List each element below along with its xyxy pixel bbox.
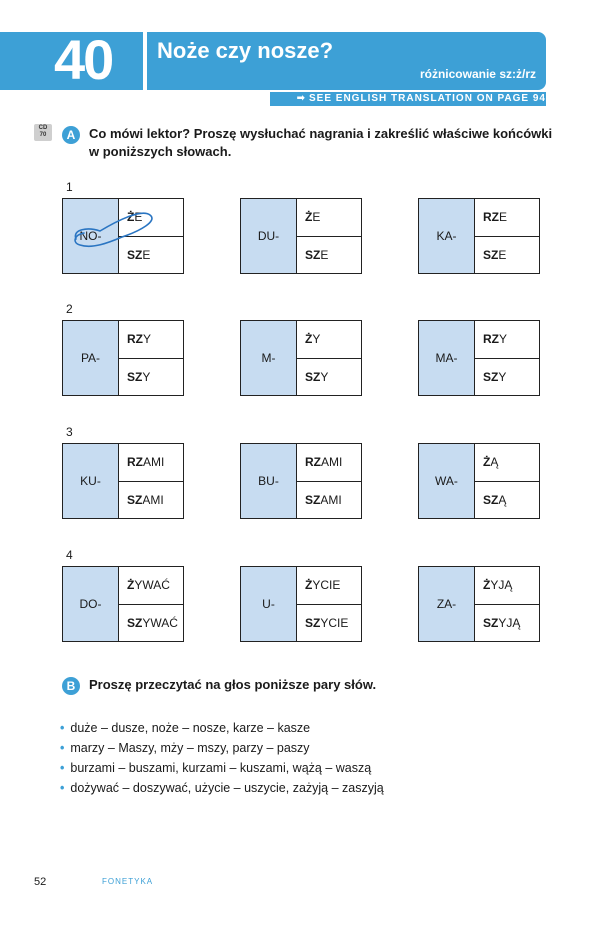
ending-rest: Y	[312, 332, 321, 347]
ending-rest: Y	[320, 369, 329, 384]
ending-bold-part: SZ	[127, 247, 143, 262]
section-b-marker: B	[62, 677, 80, 695]
ending-option-top[interactable]	[119, 567, 183, 604]
ending-rest: YCIE	[320, 615, 349, 630]
ending-bold-part: Ż	[305, 578, 313, 593]
word-choice-box	[418, 566, 540, 642]
ending-rest: AMI	[142, 492, 164, 507]
ending-option-top[interactable]	[297, 567, 361, 604]
ending-option-top[interactable]	[297, 199, 361, 236]
lesson-title: Noże czy nosze?	[157, 38, 334, 63]
word-stem: DU-	[241, 199, 297, 273]
bullet-icon: •	[60, 781, 65, 795]
lesson-subtitle: różnicowanie sz:ż/rz	[419, 67, 536, 81]
ending-option-bottom[interactable]	[297, 481, 361, 519]
ending-option-bottom[interactable]	[119, 358, 183, 396]
footer-section-name: FONETYKA	[102, 877, 154, 886]
word-pairs-list	[60, 718, 384, 798]
group-number: 3	[66, 425, 73, 439]
word-pair-text: dożywać – doszywać, użycie – uszycie, zażyją – zaszyją	[70, 781, 384, 795]
ending-rest: E	[320, 247, 329, 262]
ending-rest: E	[312, 210, 321, 225]
word-stem: DO-	[63, 567, 119, 641]
word-choice-box	[418, 198, 540, 274]
ending-rest: AMI	[320, 492, 342, 507]
group-number: 4	[66, 548, 73, 562]
word-pair-item	[60, 738, 384, 758]
word-stem: M-	[241, 321, 297, 395]
ending-bold-part: Ż	[127, 210, 135, 225]
ending-rest: YCIE	[312, 578, 341, 593]
section-a-instruction: Co mówi lektor? Proszę wysłuchać nagrania i zakreślić właściwe końcówki w poniższych słowach.	[89, 126, 553, 159]
word-pair-text: duże – dusze, noże – nosze, karze – kasze	[70, 721, 311, 735]
ending-bold-part: SZ	[127, 492, 143, 507]
ending-option-bottom[interactable]	[475, 604, 539, 642]
ending-bold-part: SZ	[127, 615, 143, 630]
word-pair-item	[60, 718, 384, 738]
ending-bold-part: SZ	[305, 369, 321, 384]
word-pair-text: burzami – buszami, kurzami – kuszami, wążą – waszą	[70, 761, 372, 775]
word-choice-box	[62, 320, 184, 396]
word-stem: ZA-	[419, 567, 475, 641]
hand-drawn-circle	[70, 205, 160, 255]
ending-rest: E	[134, 210, 143, 225]
word-choice-box	[240, 443, 362, 519]
group-number: 1	[66, 180, 73, 194]
ending-bold-part: RZ	[483, 332, 499, 347]
ending-rest: YWAĆ	[134, 578, 170, 593]
ending-option-bottom[interactable]	[475, 481, 539, 519]
ending-bold-part: SZ	[483, 369, 499, 384]
ending-rest: Ą	[490, 455, 499, 470]
header-divider	[143, 32, 147, 90]
section-b-instruction: Proszę przeczytać na głos poniższe pary słów.	[89, 677, 377, 692]
cd-track-number: 70	[39, 132, 47, 138]
ending-bold-part: Ż	[483, 578, 491, 593]
ending-bold-part: Ż	[483, 455, 491, 470]
page-number: 52	[34, 876, 47, 888]
ending-bold-part: Ż	[127, 578, 135, 593]
ending-bold-part: RZ	[483, 210, 499, 225]
word-stem: MA-	[419, 321, 475, 395]
ending-bold-part: RZ	[305, 455, 321, 470]
ending-rest: Y	[498, 369, 507, 384]
word-pair-text: marzy – Maszy, mży – mszy, parzy – paszy	[70, 741, 310, 755]
ending-rest: Y	[499, 332, 508, 347]
word-stem: WA-	[419, 444, 475, 518]
ending-bold-part: Ż	[305, 332, 313, 347]
ending-rest: AMI	[321, 455, 343, 470]
ending-bold-part: Ż	[305, 210, 313, 225]
word-stem: PA-	[63, 321, 119, 395]
ending-bold-part: SZ	[305, 247, 321, 262]
ending-option-top[interactable]	[475, 321, 539, 358]
ending-option-top[interactable]	[475, 199, 539, 236]
bullet-icon: •	[60, 761, 65, 775]
ending-option-top[interactable]	[297, 321, 361, 358]
word-choice-box	[418, 443, 540, 519]
word-choice-box	[62, 443, 184, 519]
cd-track-badge	[34, 124, 52, 141]
ending-option-bottom[interactable]	[475, 358, 539, 396]
lesson-number: 40	[54, 28, 113, 91]
ending-option-bottom[interactable]	[297, 604, 361, 642]
bullet-icon: •	[60, 741, 65, 755]
ending-bold-part: SZ	[483, 247, 499, 262]
ending-bold-part: SZ	[127, 369, 143, 384]
word-pair-item	[60, 758, 384, 778]
bullet-icon: •	[60, 721, 65, 735]
ending-option-bottom[interactable]	[475, 236, 539, 274]
ending-option-top[interactable]	[119, 321, 183, 358]
ending-option-top[interactable]	[119, 444, 183, 481]
ending-option-top[interactable]	[475, 444, 539, 481]
ending-bold-part: SZ	[483, 615, 499, 630]
ending-rest: YWAĆ	[142, 615, 178, 630]
word-stem: U-	[241, 567, 297, 641]
ending-rest: Y	[143, 332, 152, 347]
section-a-marker: A	[62, 126, 80, 144]
ending-option-bottom[interactable]	[297, 236, 361, 274]
ending-rest: YJĄ	[490, 578, 513, 593]
ending-rest: E	[142, 247, 151, 262]
ending-rest: AMI	[143, 455, 165, 470]
word-choice-box	[418, 320, 540, 396]
word-stem: KA-	[419, 199, 475, 273]
ending-rest: Ą	[498, 492, 507, 507]
ending-option-bottom[interactable]	[297, 358, 361, 396]
word-stem: NO-	[63, 199, 119, 273]
word-choice-box	[240, 566, 362, 642]
word-choice-box	[240, 198, 362, 274]
arrow-right-icon: ➡	[296, 93, 306, 104]
ending-bold-part: RZ	[127, 455, 143, 470]
group-number: 2	[66, 302, 73, 316]
ending-bold-part: SZ	[305, 492, 321, 507]
ending-option-top[interactable]	[475, 567, 539, 604]
ending-bold-part: SZ	[483, 492, 499, 507]
ending-rest: YJĄ	[498, 615, 521, 630]
ending-bold-part: RZ	[127, 332, 143, 347]
translation-link[interactable]	[270, 92, 546, 106]
translation-note: SEE ENGLISH TRANSLATION ON PAGE 94	[309, 93, 546, 104]
word-choice-box	[240, 320, 362, 396]
ending-option-bottom[interactable]	[119, 481, 183, 519]
word-stem: BU-	[241, 444, 297, 518]
word-pair-item	[60, 778, 384, 798]
cd-label: CD	[38, 125, 48, 131]
word-stem: KU-	[63, 444, 119, 518]
ending-bold-part: SZ	[305, 615, 321, 630]
ending-option-top[interactable]	[297, 444, 361, 481]
ending-rest: E	[499, 210, 508, 225]
word-choice-box	[62, 566, 184, 642]
ending-rest: E	[498, 247, 507, 262]
ending-option-bottom[interactable]	[119, 604, 183, 642]
ending-rest: Y	[142, 369, 151, 384]
